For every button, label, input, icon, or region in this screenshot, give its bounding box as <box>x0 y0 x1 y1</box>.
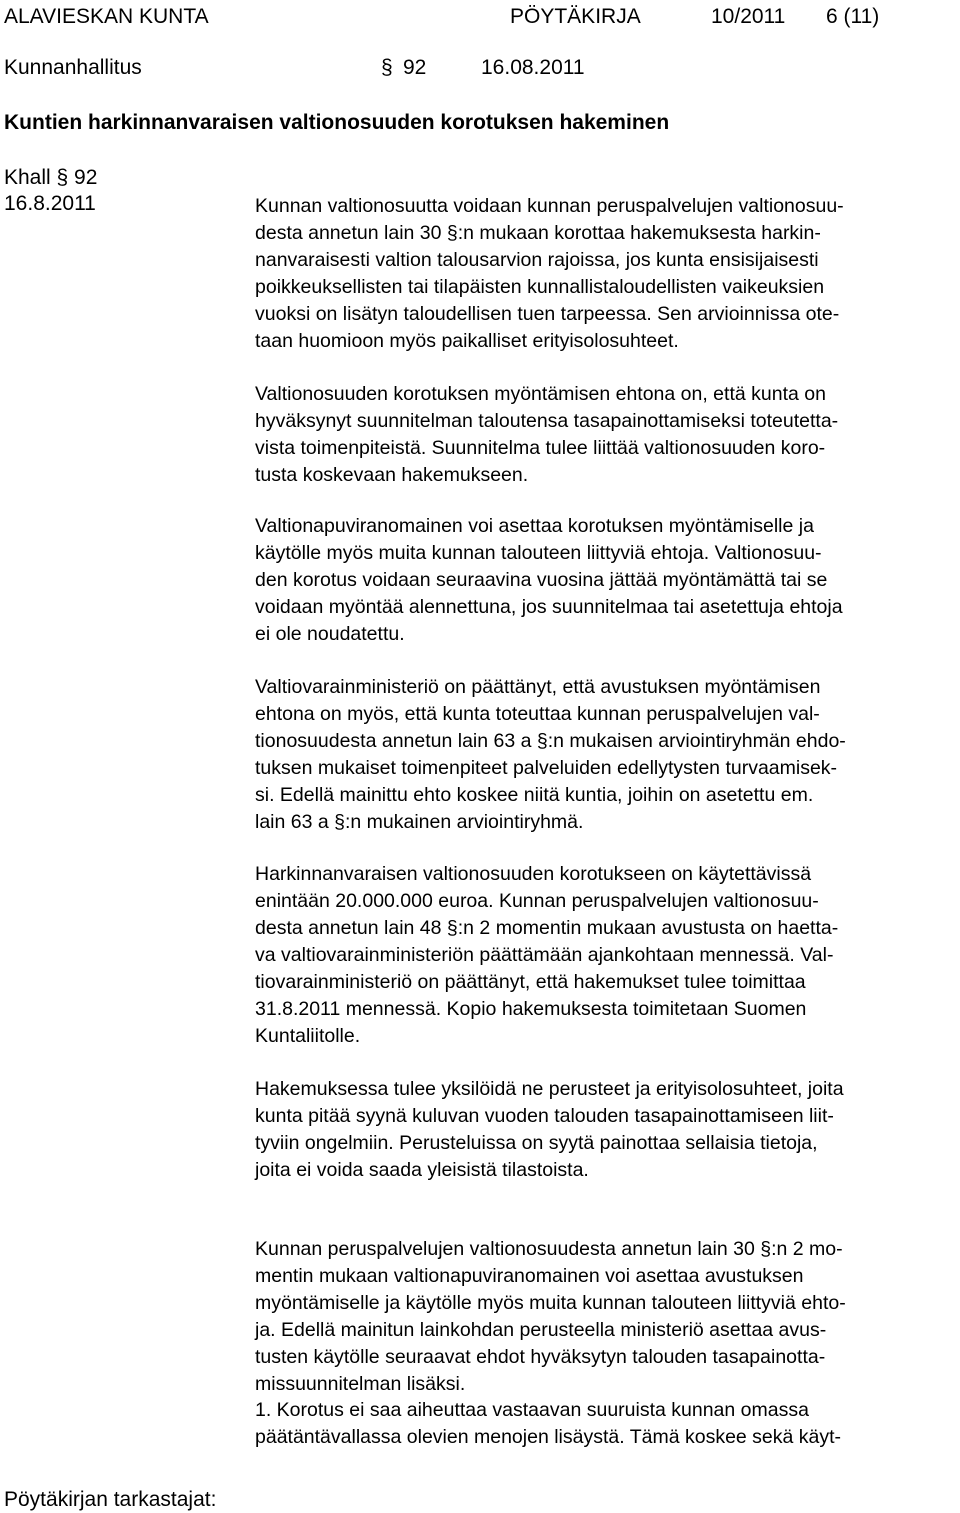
paragraph-line: Valtiovarainministeriö on päättänyt, että avustuksen myöntämisen <box>255 676 821 698</box>
section-symbol: § <box>381 56 393 79</box>
paragraph-line: joita ei voida saada yleisistä tilastoista. <box>255 1159 589 1181</box>
paragraph-line: taan huomioon myös paikalliset erityisolosuhteet. <box>255 330 679 352</box>
section-number: 92 <box>403 56 427 79</box>
paragraph-line: Kunnan valtionosuutta voidaan kunnan peruspalvelujen valtionosuu- <box>255 195 844 217</box>
paragraph-line: vuoksi on lisätyn taloudellisen tuen tarpeessa. Sen arvioinnissa ote- <box>255 303 840 325</box>
paragraph-line: enintään 20.000.000 euroa. Kunnan peruspalvelujen valtionosuu- <box>255 890 819 912</box>
paragraph-line: Valtionapuviranomainen voi asettaa korotuksen myöntämiselle ja <box>255 515 814 537</box>
paragraph-line: Kuntaliitolle. <box>255 1025 361 1047</box>
paragraph-line: tusta koskevaan hakemukseen. <box>255 464 529 486</box>
paragraph-line: käytölle myös muita kunnan talouteen liittyviä ehtoja. Valtionosuu- <box>255 542 822 564</box>
paragraph-line: nanvaraisesti valtion talousarvion rajoissa, jos kunta ensisijaisesti <box>255 249 819 271</box>
paragraph-line: Valtionosuuden korotuksen myöntämisen ehtona on, että kunta on <box>255 383 826 405</box>
paragraph-line: hyväksynyt suunnitelman taloutensa tasapainottamiseksi toteutetta- <box>255 410 839 432</box>
paragraph-line: si. Edellä mainittu ehto koskee niitä kuntia, joihin on asetettu em. <box>255 784 814 806</box>
paragraph-line: ja. Edellä mainitun lainkohdan perusteella ministeriö asettaa avus- <box>255 1319 827 1341</box>
paragraph-line: poikkeuksellisten tai tilapäisten kunnallistaloudellisten vaikeuksien <box>255 276 825 298</box>
paragraph-line: voidaan myöntää alennettuna, jos suunnitelmaa tai asetettuja ehtoja <box>255 596 843 618</box>
side-ref-date: 16.8.2011 <box>4 192 96 215</box>
paragraph-line: ehtona on myös, että kunta toteuttaa kunnan peruspalvelujen val- <box>255 703 820 725</box>
paragraph-line: tyviin ongelmiin. Perusteluissa on syytä painottaa sellaisia tietoja, <box>255 1132 818 1154</box>
paragraph-line: tusten käytölle seuraavat ehdot hyväksytyn talouden tasapainotta- <box>255 1346 826 1368</box>
paragraph-line: va valtiovarainministeriön päättämään ajankohtaan mennessä. Val- <box>255 944 834 966</box>
side-ref-section: Khall § 92 <box>4 166 98 189</box>
paragraph-line: Harkinnanvaraisen valtionosuuden korotukseen on käytettävissä <box>255 863 812 885</box>
paragraph-line: tionosuudesta annetun lain 63 a §:n mukaisen arviointiryhmän ehdo- <box>255 730 846 752</box>
meeting-date: 16.08.2011 <box>481 56 585 79</box>
paragraph-line: 1. Korotus ei saa aiheuttaa vastaavan suuruista kunnan omassa <box>255 1399 809 1421</box>
footer-label: Pöytäkirjan tarkastajat: <box>4 1488 217 1511</box>
paragraph-line: 31.8.2011 mennessä. Kopio hakemuksesta toimitetaan Suomen <box>255 998 807 1020</box>
document-number: 10/2011 <box>711 5 786 28</box>
paragraph-line: lain 63 a §:n mukainen arviointiryhmä. <box>255 811 584 833</box>
paragraph-line: Hakemuksessa tulee yksilöidä ne perusteet ja erityisolosuhteet, joita <box>255 1078 844 1100</box>
paragraph-line: ei ole noudatettu. <box>255 623 405 645</box>
paragraph-line: desta annetun lain 30 §:n mukaan korottaa hakemuksesta harkin- <box>255 222 821 244</box>
paragraph-line: vista toimenpiteistä. Suunnitelma tulee liittää valtionosuuden koro- <box>255 437 826 459</box>
document-type: PÖYTÄKIRJA <box>510 5 641 28</box>
paragraph-line: missuunnitelman lisäksi. <box>255 1373 466 1395</box>
paragraph-line: den korotus voidaan seuraavina vuosina jättää myöntämättä tai se <box>255 569 828 591</box>
paragraph-line: Kunnan peruspalvelujen valtionosuudesta annetun lain 30 §:n 2 mo- <box>255 1238 843 1260</box>
organization-name: ALAVIESKAN KUNTA <box>4 5 209 28</box>
page-number: 6 (11) <box>826 5 880 28</box>
paragraph-line: tiovarainministeriö on päättänyt, että hakemukset tulee toimittaa <box>255 971 806 993</box>
paragraph-line: mentin mukaan valtionapuviranomainen voi asettaa avustuksen <box>255 1265 804 1287</box>
paragraph-line: desta annetun lain 48 §:n 2 momentin mukaan avustusta on haetta- <box>255 917 839 939</box>
body-name: Kunnanhallitus <box>4 56 142 79</box>
paragraph-line: kunta pitää syynä kuluvan vuoden talouden tasapainottamiseen liit- <box>255 1105 834 1127</box>
paragraph-line: myöntämiselle ja käytölle myös muita kunnan talouteen liittyviä ehto- <box>255 1292 846 1314</box>
document-title: Kuntien harkinnanvaraisen valtionosuuden korotuksen hakeminen <box>4 111 670 134</box>
paragraph-line: tuksen mukaiset toimenpiteet palveluiden edellytysten turvaamisek- <box>255 757 838 779</box>
paragraph-line: päätäntävallassa olevien menojen lisäystä. Tämä koskee sekä käyt- <box>255 1426 842 1448</box>
